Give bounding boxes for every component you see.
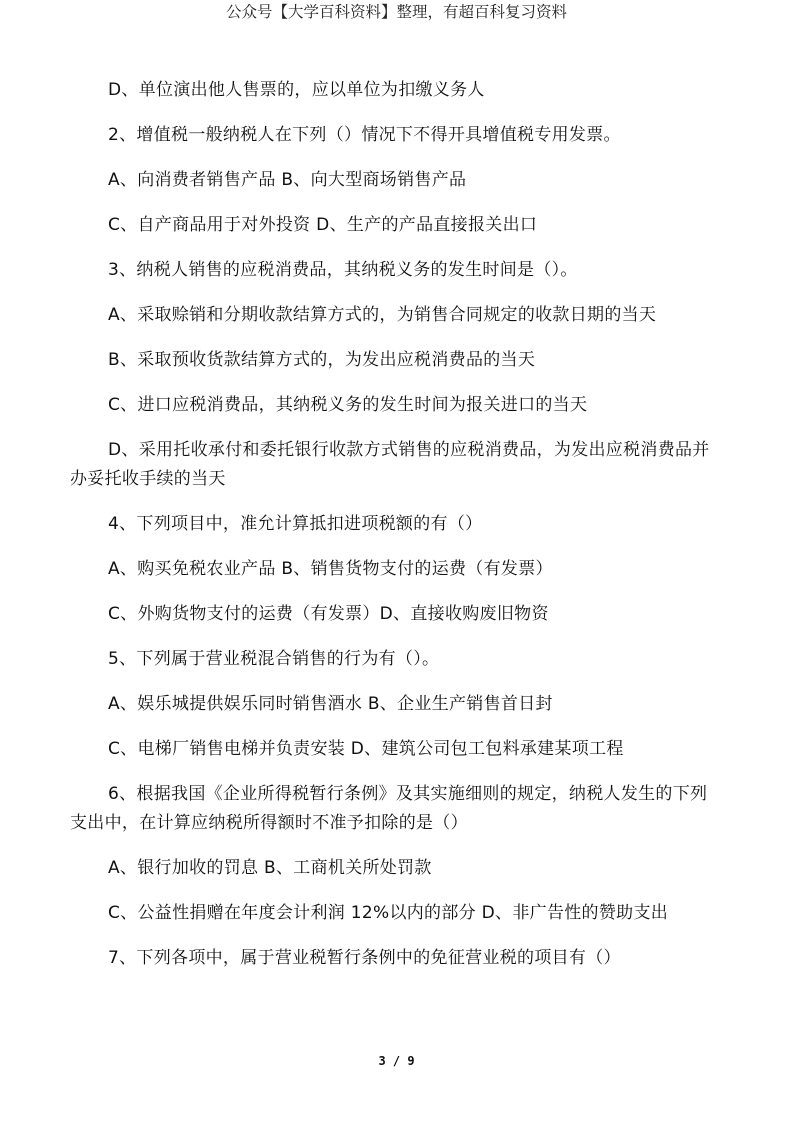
paragraph: C、进口应税消费品，其纳税义务的发生时间为报关进口的当天	[108, 395, 588, 415]
paragraph: C、外购货物支付的运费（有发票）D、直接收购废旧物资	[108, 604, 549, 624]
page-number: 3 / 9	[378, 1054, 415, 1068]
paragraph: A、向消费者销售产品 B、向大型商场销售产品	[108, 170, 467, 190]
paragraph: C、电梯厂销售电梯并负责安装 D、建筑公司包工包料承建某项工程	[108, 739, 624, 759]
paragraph: B、采取预收货款结算方式的，为发出应税消费品的当天	[108, 350, 536, 370]
paragraph: A、购买免税农业产品 B、销售货物支付的运费（有发票）	[108, 559, 553, 579]
paragraph: 7、下列各项中，属于营业税暂行条例中的免征营业税的项目有（）	[108, 948, 621, 968]
paragraph: 5、下列属于营业税混合销售的行为有（）。	[108, 649, 440, 669]
paragraph: D、单位演出他人售票的，应以单位为扣缴义务人	[108, 80, 485, 100]
paragraph: A、娱乐城提供娱乐同时销售酒水 B、企业生产销售首日封	[108, 694, 553, 714]
paragraph: 3、纳税人销售的应税消费品，其纳税义务的发生时间是（）。	[108, 260, 578, 280]
paragraph: 4、下列项目中，准允计算抵扣进项税额的有（）	[108, 514, 483, 534]
paragraph: A、银行加收的罚息 B、工商机关所处罚款	[108, 858, 432, 878]
paragraph: C、自产商品用于对外投资 D、生产的产品直接报关出口	[108, 215, 538, 235]
document-body	[70, 76, 720, 973]
paragraph: C、公益性捐赠在年度会计利润 12%以内的部分 D、非广告性的赞助支出	[108, 903, 669, 923]
page-header: 公众号【大学百科资料】整理，有超百科复习资料	[225, 3, 567, 21]
paragraph: 6、根据我国《企业所得税暂行条例》及其实施细则的规定，纳税人发生的下列支出中，在计算应纳税所得额时不准予扣除的是（）	[70, 784, 708, 833]
paragraph: D、采用托收承付和委托银行收款方式销售的应税消费品，为发出应税消费品并办妥托收手续的当天	[70, 440, 710, 489]
paragraph: A、采取赊销和分期收款结算方式的，为销售合同规定的收款日期的当天	[108, 305, 657, 325]
paragraph: 2、增值税一般纳税人在下列（）情况下不得开具增值税专用发票。	[108, 125, 621, 145]
